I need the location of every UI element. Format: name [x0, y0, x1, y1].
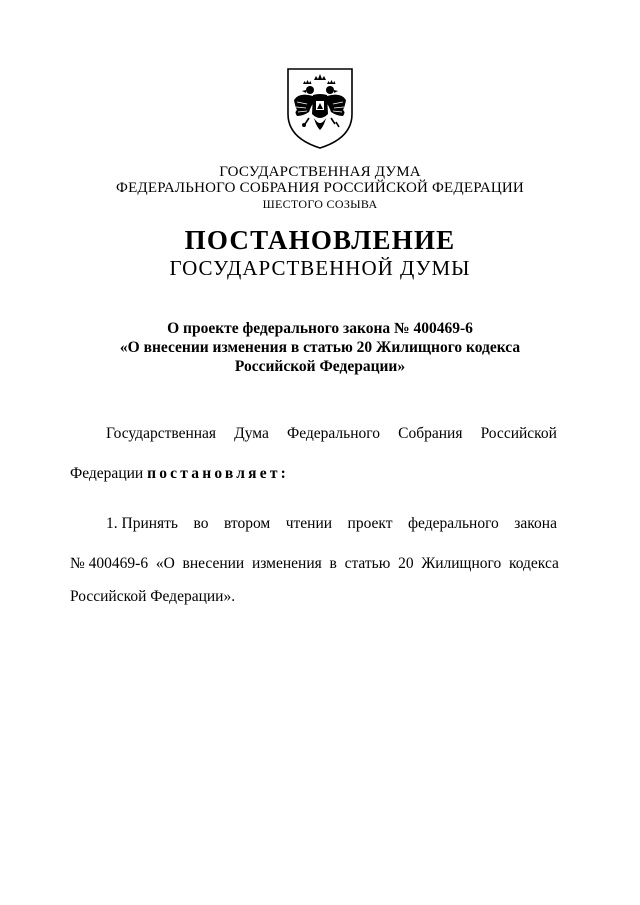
subject-line-2: «О внесении изменения в статью 20 Жилищного кодекса: [119, 339, 521, 356]
paragraph-2-line-3: Российской Федерации».: [70, 588, 236, 605]
word: закона: [514, 515, 557, 532]
document-subject: [0, 319, 640, 376]
word: 1. Принять: [106, 515, 179, 532]
org-line-3: ШЕСТОГО СОЗЫВА: [262, 197, 378, 211]
org-line-1: ГОСУДАРСТВЕННАЯ ДУМА: [219, 164, 421, 180]
word: втором: [223, 515, 271, 532]
word: федерального: [407, 515, 499, 532]
word: Государственная: [106, 425, 217, 442]
word: чтении: [285, 515, 333, 532]
russian-coat-of-arms-icon: [285, 66, 355, 150]
coat-of-arms-emblem: [285, 66, 355, 150]
word: проект: [347, 515, 393, 532]
subject-line-3: Российской Федерации»: [234, 358, 406, 375]
document-title: ПОСТАНОВЛЕНИЕ: [184, 225, 456, 255]
org-line-2: ФЕДЕРАЛЬНОГО СОБРАНИЯ РОССИЙСКОЙ ФЕДЕРАЦИИ: [116, 180, 524, 196]
word: Федерального: [286, 425, 381, 442]
resolution-keyword: постановляет:: [147, 465, 289, 482]
paragraph-1-line-1: [106, 425, 557, 443]
paragraph-2-line-1: [106, 515, 557, 533]
paragraph-1-line-2: [70, 465, 557, 483]
document-subtitle: ГОСУДАРСТВЕННОЙ ДУМЫ: [169, 256, 471, 280]
para1-start-text: Федерации: [70, 465, 148, 482]
word: Российской: [480, 425, 557, 442]
paragraph-2-line-2: № 400469-6 «О внесении изменения в статью 20 Жилищного кодекса: [70, 555, 559, 572]
word: во: [193, 515, 209, 532]
word: Собрания: [398, 425, 463, 442]
word: Дума: [234, 425, 269, 442]
subject-line-1: О проекте федерального закона № 400469-6: [167, 320, 473, 337]
